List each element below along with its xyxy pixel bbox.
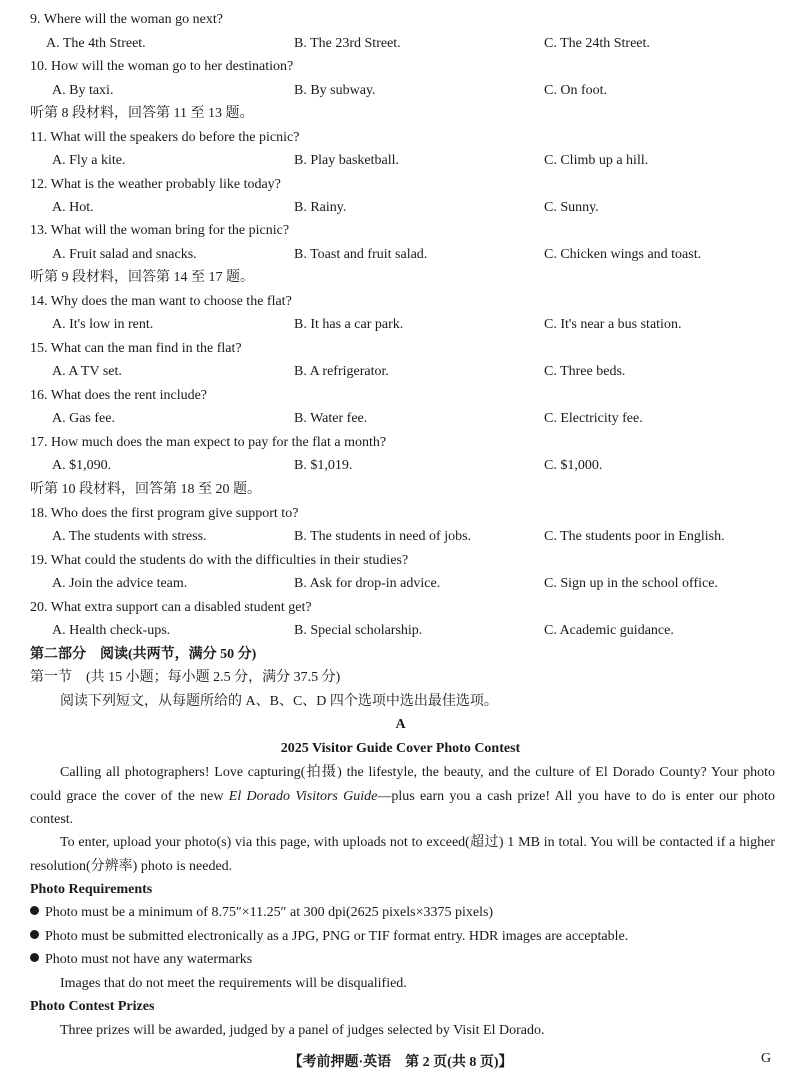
requirement-item [30, 928, 628, 946]
bullet-icon [30, 953, 39, 962]
bullet-icon [30, 930, 39, 939]
requirement-item [30, 951, 252, 969]
question-15: 15. What can the man find in the flat? [30, 341, 242, 356]
requirements-note: Images that do not meet the requirements will be disqualified. [60, 976, 407, 991]
prizes-heading: Photo Contest Prizes [30, 999, 155, 1014]
footer-letter: G [761, 1051, 772, 1066]
q20-option-c: C. Academic guidance. [544, 623, 674, 638]
q19-option-b: B. Ask for drop-in advice. [294, 576, 441, 591]
paragraph-1-text-b: —plus earn you a cash prize! All you have to do is enter our photo contest. [30, 788, 775, 827]
requirement-text: Photo must be submitted electronically as a JPG, PNG or TIF format entry. HDR images are acceptable. [45, 929, 629, 944]
question-18: 18. Who does the first program give support to? [30, 506, 299, 521]
q11-option-b: B. Play basketball. [294, 153, 399, 168]
requirement-item [30, 904, 493, 922]
q13-option-b: B. Toast and fruit salad. [294, 247, 428, 262]
q9-option-a: A. The 4th Street. [46, 36, 146, 51]
question-14: 14. Why does the man want to choose the flat? [30, 294, 292, 309]
bullet-icon [30, 906, 39, 915]
q16-option-c: C. Electricity fee. [544, 411, 643, 426]
requirement-text: Photo must not have any watermarks [45, 952, 253, 967]
q17-option-c: C. $1,000. [544, 458, 603, 473]
question-19: 19. What could the students do with the difficulties in their studies? [30, 553, 409, 568]
q14-option-b: B. It has a car park. [294, 317, 404, 332]
q13-option-c: C. Chicken wings and toast. [544, 247, 702, 262]
section-8-instruction: 听第 8 段材料，回答第 11 至 13 题。 [30, 106, 254, 121]
part-2-heading: 第二部分 阅读(共两节，满分 50 分) [30, 647, 257, 662]
guide-title: El Dorado Visitors Guide [228, 788, 378, 804]
q18-option-c: C. The students poor in English. [544, 529, 725, 544]
q11-option-c: C. Climb up a hill. [544, 153, 649, 168]
q15-option-c: C. Three beds. [544, 364, 626, 379]
section-10-instruction: 听第 10 段材料，回答第 18 至 20 题。 [30, 482, 261, 497]
q14-option-a: A. It's low in rent. [52, 317, 154, 332]
page-footer: 【考前押题·英语 第 2 页(共 8 页)】 [288, 1055, 513, 1070]
section-1-heading: 第一节 (共 15 小题；每小题 2.5 分，满分 37.5 分) [30, 670, 341, 685]
q9-option-c: C. The 24th Street. [544, 36, 650, 51]
prizes-text: Three prizes will be awarded, judged by a panel of judges selected by Visit El Dorado. [60, 1023, 545, 1038]
requirement-text: Photo must be a minimum of 8.75″×11.25″ at 300 dpi(2625 pixels×3375 pixels) [45, 905, 494, 920]
q12-option-a: A. Hot. [52, 200, 94, 215]
q14-option-c: C. It's near a bus station. [544, 317, 682, 332]
q15-option-a: A. A TV set. [52, 364, 122, 379]
paragraph-1 [30, 761, 775, 832]
paragraph-1-text-a: Calling all photographers! Love capturing(拍摄) the lifestyle, the beauty, and the culture of El Dorado County? Your photo could grace the cover of the new [30, 765, 775, 804]
q10-option-b: B. By subway. [294, 83, 376, 98]
section-9-instruction: 听第 9 段材料，回答第 14 至 17 题。 [30, 270, 254, 285]
q20-option-a: A. Health check-ups. [52, 623, 171, 638]
question-10: 10. How will the woman go to her destination? [30, 59, 294, 74]
q19-option-c: C. Sign up in the school office. [544, 576, 718, 591]
q13-option-a: A. Fruit salad and snacks. [52, 247, 197, 262]
q18-option-b: B. The students in need of jobs. [294, 529, 472, 544]
question-17: 17. How much does the man expect to pay for the flat a month? [30, 435, 387, 450]
q17-option-a: A. $1,090. [52, 458, 112, 473]
question-13: 13. What will the woman bring for the picnic? [30, 223, 290, 238]
q10-option-c: C. On foot. [544, 83, 607, 98]
paragraph-2: To enter, upload your photo(s) via this page, with uploads not to exceed(超过) 1 MB in total. You will be contacted if a higher resolution(分辨率) photo is needed. [30, 835, 775, 874]
q18-option-a: A. The students with stress. [52, 529, 207, 544]
q20-option-b: B. Special scholarship. [294, 623, 423, 638]
question-12: 12. What is the weather probably like today? [30, 177, 281, 192]
q11-option-a: A. Fly a kite. [52, 153, 126, 168]
q19-option-a: A. Join the advice team. [52, 576, 188, 591]
passage-title: 2025 Visitor Guide Cover Photo Contest [280, 741, 521, 756]
q10-option-a: A. By taxi. [52, 83, 114, 98]
reading-instruction: 阅读下列短文，从每题所给的 A、B、C、D 四个选项中选出最佳选项。 [60, 694, 498, 709]
q17-option-b: B. $1,019. [294, 458, 353, 473]
q9-option-b: B. The 23rd Street. [294, 36, 401, 51]
q16-option-b: B. Water fee. [294, 411, 368, 426]
q16-option-a: A. Gas fee. [52, 411, 115, 426]
question-16: 16. What does the rent include? [30, 388, 208, 403]
question-11: 11. What will the speakers do before the picnic? [30, 130, 300, 145]
q12-option-c: C. Sunny. [544, 200, 599, 215]
q12-option-b: B. Rainy. [294, 200, 347, 215]
question-20: 20. What extra support can a disabled student get? [30, 600, 312, 615]
q15-option-b: B. A refrigerator. [294, 364, 389, 379]
question-9: 9. Where will the woman go next? [30, 12, 223, 27]
requirements-heading: Photo Requirements [30, 882, 153, 897]
passage-letter: A [395, 717, 406, 732]
